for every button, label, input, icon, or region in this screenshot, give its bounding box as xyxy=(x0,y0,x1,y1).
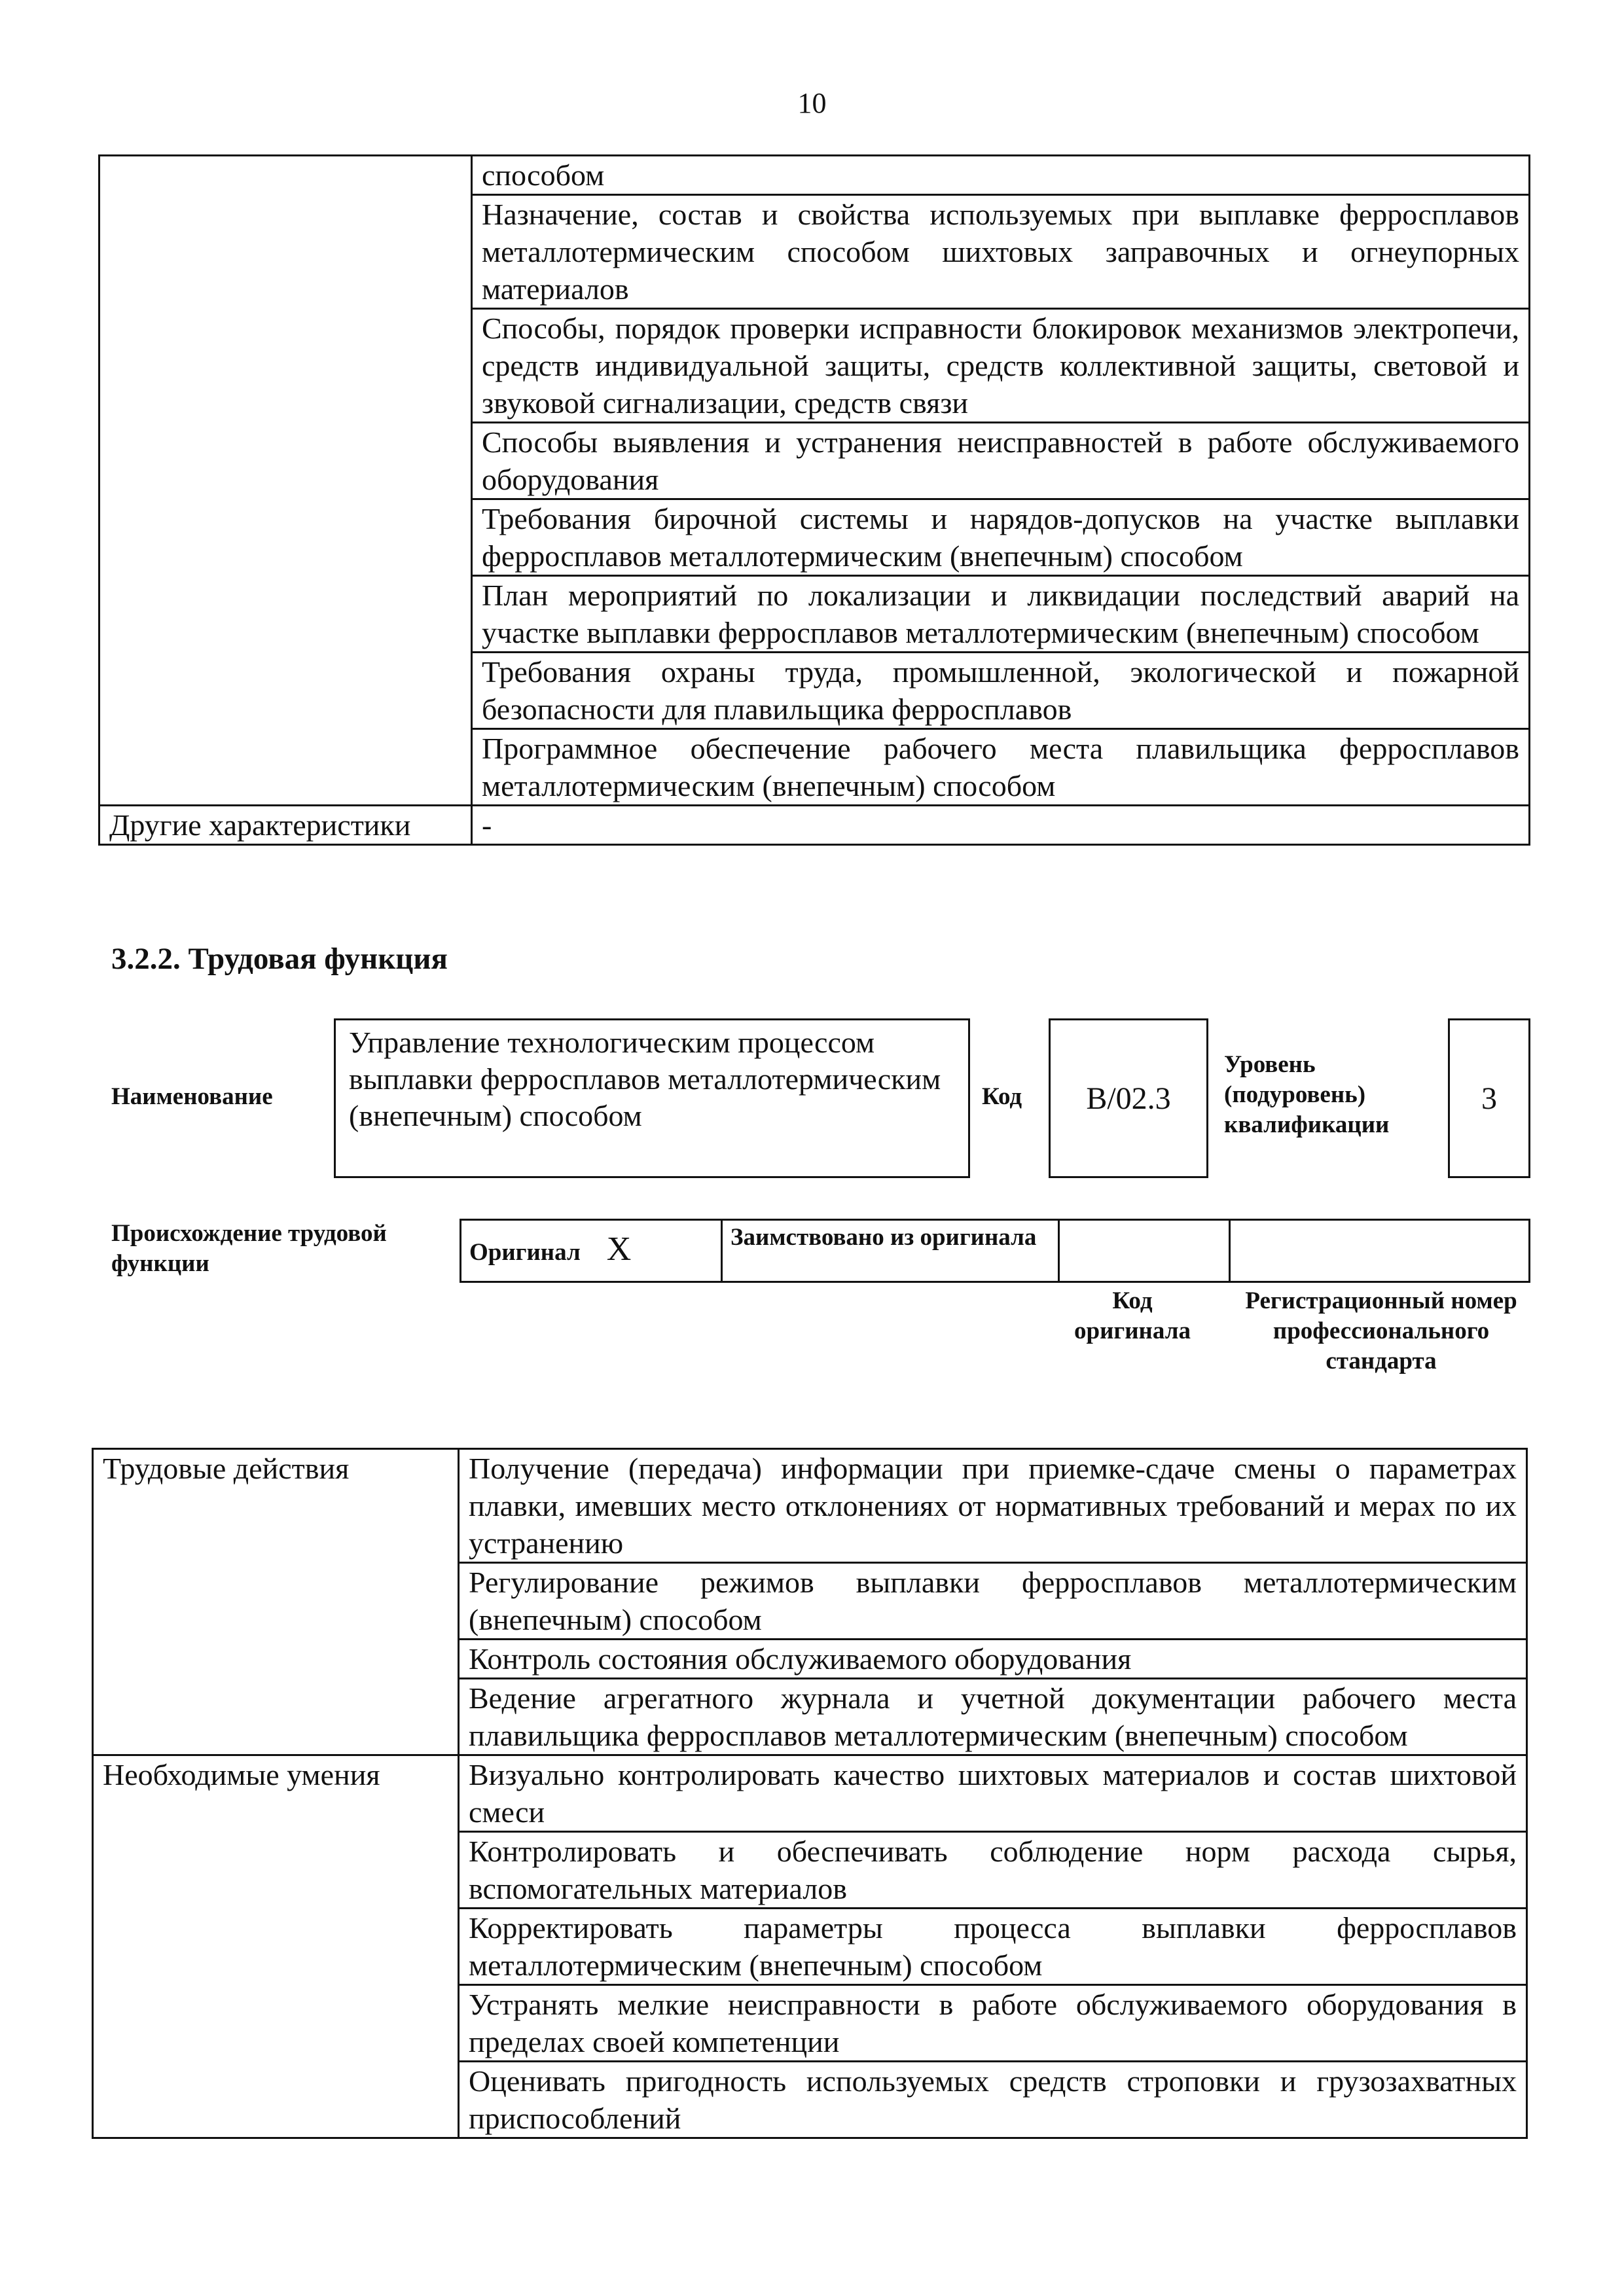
qualification-level-value: 3 xyxy=(1481,1081,1497,1116)
original-mark: X xyxy=(606,1230,632,1268)
knowledge-item: Способы выявления и устранения неисправностей в работе обслуживаемого оборудования xyxy=(472,423,1530,499)
borrowed-label: Заимствовано из оригинала xyxy=(722,1220,1059,1282)
labor-action-item: Получение (передача) информации при приемке-сдаче смены о параметрах плавки, имевших место отклонениях от нормативных требований и мерах по их устранению xyxy=(459,1449,1527,1563)
skill-item: Устранять мелкие неисправности в работе обслуживаемого оборудования в пределах своей компетенции xyxy=(459,1985,1527,2062)
table-row xyxy=(99,806,1530,845)
table-row xyxy=(93,1755,1527,1832)
origin-label: Происхождение трудовой функции xyxy=(111,1220,387,1277)
knowledge-item: Назначение, состав и свойства используемых при выплавке ферросплавов металлотермическим способом шихтовых заправочных и огнеупорных материалов xyxy=(472,195,1530,309)
knowledge-item: Способы, порядок проверки исправности блокировок механизмов электропечи, средств индивидуальной защиты, средств коллективной защиты, световой и звуковой сигнализации, средств связи xyxy=(472,309,1530,423)
other-characteristics-label: Другие характеристики xyxy=(99,806,472,845)
original-code-caption: Код оригинала xyxy=(1074,1287,1191,1344)
required-skills-label: Необходимые умения xyxy=(93,1755,459,2138)
knowledge-table xyxy=(98,154,1530,846)
knowledge-item: Требования бирочной системы и нарядов-допусков на участке выплавки ферросплавов металлотермическим (внепечным) способом xyxy=(472,499,1530,576)
knowledge-item: Программное обеспечение рабочего места плавильщика ферросплавов металлотермическим (внепечным) способом xyxy=(472,729,1530,806)
skill-item: Оценивать пригодность используемых средств строповки и грузозахватных приспособлений xyxy=(459,2062,1527,2138)
page-number: 10 xyxy=(797,87,827,119)
other-characteristics-value: - xyxy=(472,806,1530,845)
origin-table xyxy=(460,1219,1530,1283)
skill-item: Визуально контролировать качество шихтовых материалов и состав шихтовой смеси xyxy=(459,1755,1527,1832)
labor-action-item: Контроль состояния обслуживаемого оборудования xyxy=(459,1640,1527,1679)
table-row xyxy=(93,1449,1527,1563)
registration-number-caption: Регистрационный номер профессионального стандарта xyxy=(1245,1287,1517,1374)
function-name-box: Управление технологическим процессом выплавки ферросплавов металлотермическим (внепечным) способом xyxy=(334,1018,970,1178)
table-row xyxy=(99,156,1530,195)
function-code-value: B/02.3 xyxy=(1086,1081,1171,1116)
original-cell xyxy=(461,1220,722,1282)
name-label: Наименование xyxy=(111,1083,273,1110)
qualification-level-label: Уровень (подуровень) квалификации xyxy=(1224,1051,1390,1138)
knowledge-item: План мероприятий по локализации и ликвидации последствий аварий на участке выплавки ферросплавов металлотермическим (внепечным) способом xyxy=(472,576,1530,653)
knowledge-label-cell xyxy=(99,156,472,806)
knowledge-item: Требования охраны труда, промышленной, экологической и пожарной безопасности для плавильщика ферросплавов xyxy=(472,653,1530,729)
section-title: 3.2.2. Трудовая функция xyxy=(111,942,448,976)
code-label: Код xyxy=(982,1083,1022,1110)
knowledge-item: способом xyxy=(472,156,1530,195)
labor-action-item: Регулирование режимов выплавки ферросплавов металлотермическим (внепечным) способом xyxy=(459,1563,1527,1640)
original-code-cell xyxy=(1059,1220,1230,1282)
qualification-level-box xyxy=(1448,1018,1530,1178)
labor-action-item: Ведение агрегатного журнала и учетной документации рабочего места плавильщика ферросплавов металлотермическим (внепечным) способом xyxy=(459,1679,1527,1755)
original-label: Оригинал xyxy=(469,1238,581,1266)
registration-number-cell xyxy=(1230,1220,1530,1282)
table-row xyxy=(461,1220,1530,1282)
function-code-box xyxy=(1049,1018,1208,1178)
skill-item: Корректировать параметры процесса выплавки ферросплавов металлотермическим (внепечным) способом xyxy=(459,1909,1527,1985)
labor-actions-label: Трудовые действия xyxy=(93,1449,459,1755)
skill-item: Контролировать и обеспечивать соблюдение норм расхода сырья, вспомогательных материалов xyxy=(459,1832,1527,1909)
actions-skills-table xyxy=(92,1448,1528,2139)
